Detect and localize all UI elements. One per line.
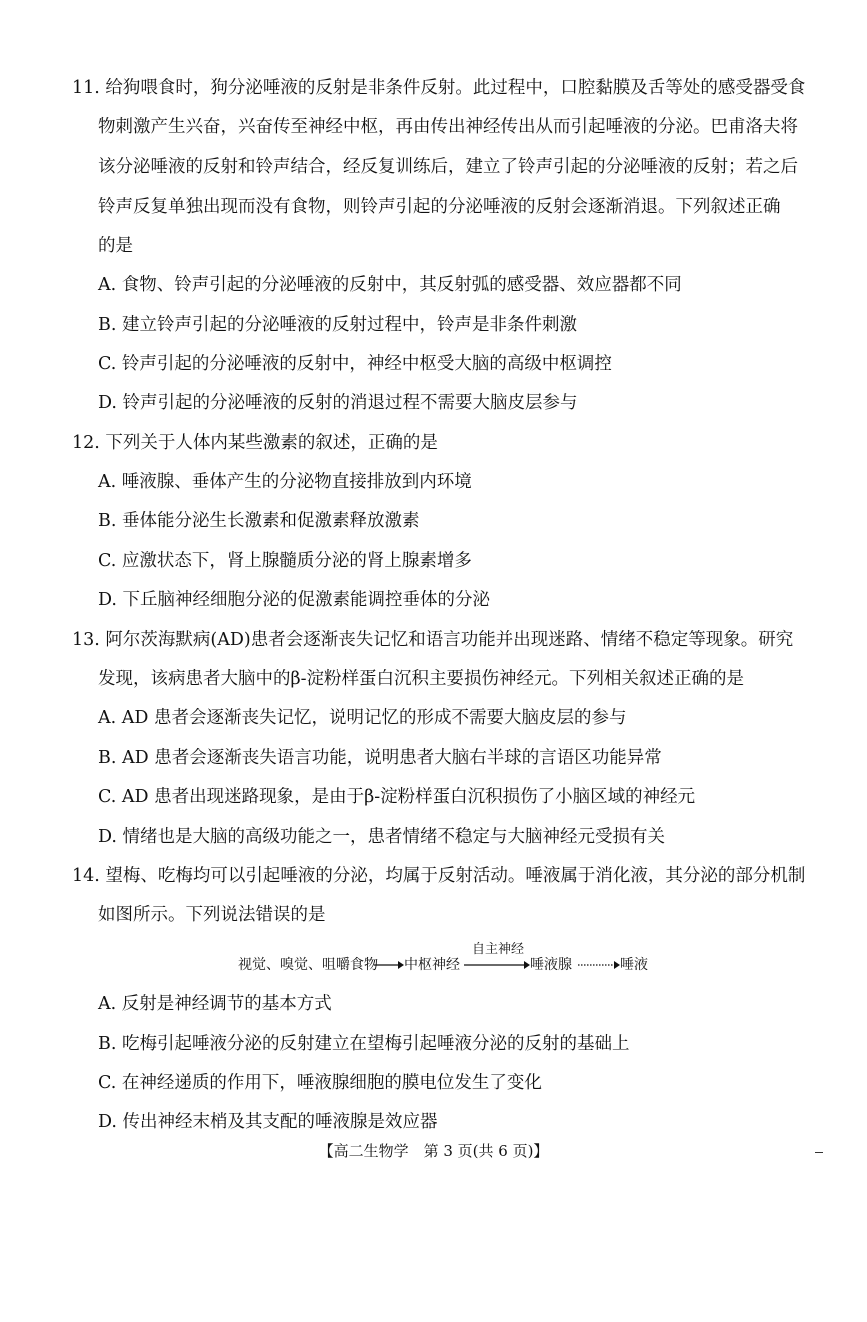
q11-option-b: B. 建立铃声引起的分泌唾液的反射过程中，铃声是非条件刺激 xyxy=(98,315,577,335)
diagram-stimulus: 视觉、嗅觉、咀嚼食物 xyxy=(238,957,378,973)
q11-line-1: 11. 给狗喂食时，狗分泌唾液的反射是非条件反射。此过程中，口腔黏膜及舌等处的感受器受食 xyxy=(72,78,806,98)
diagram-center: 中枢神经 xyxy=(404,957,460,973)
corner-mark xyxy=(815,1152,823,1153)
q13-option-d: D. 情绪也是大脑的高级功能之一，患者情绪不稳定与大脑神经元受损有关 xyxy=(98,827,666,847)
q13-option-c: C. AD 患者出现迷路现象，是由于β-淀粉样蛋白沉积损伤了小脑区域的神经元 xyxy=(98,787,696,807)
q14-option-b: B. 吃梅引起唾液分泌的反射建立在望梅引起唾液分泌的反射的基础上 xyxy=(98,1034,630,1054)
q14-option-d: D. 传出神经末梢及其支配的唾液腺是效应器 xyxy=(98,1112,438,1132)
q11-line-2: 物刺激产生兴奋，兴奋传至神经中枢，再由传出神经传出从而引起唾液的分泌。巴甫洛夫将 xyxy=(98,117,798,137)
q11-line-5: 的是 xyxy=(98,236,133,256)
q14-line-2: 如图所示。下列说法错误的是 xyxy=(98,905,326,925)
q12-option-c: C. 应激状态下，肾上腺髓质分泌的肾上腺素增多 xyxy=(98,551,472,571)
q12-option-d: D. 下丘脑神经细胞分泌的促激素能调控垂体的分泌 xyxy=(98,590,491,610)
diagram-nerve-label: 自主神经 xyxy=(472,942,525,957)
diagram-output: 唾液 xyxy=(620,957,648,973)
q13-option-a: A. AD 患者会逐渐丧失记忆，说明记忆的形成不需要大脑皮层的参与 xyxy=(98,708,627,728)
q13-line-2: 发现，该病患者大脑中的β-淀粉样蛋白沉积主要损伤神经元。下列相关叙述正确的是 xyxy=(98,669,745,689)
q12-option-a: A. 唾液腺、垂体产生的分泌物直接排放到内环境 xyxy=(98,472,472,492)
arrow-icon xyxy=(464,956,530,974)
q11-option-a: A. 食物、铃声引起的分泌唾液的反射中，其反射弧的感受器、效应器都不同 xyxy=(98,275,682,295)
q13-line-1: 13. 阿尔茨海默病(AD)患者会逐渐丧失记忆和语言功能并出现迷路、情绪不稳定等现象。研究 xyxy=(72,630,794,650)
q13-option-b: B. AD 患者会逐渐丧失语言功能，说明患者大脑右半球的言语区功能异常 xyxy=(98,748,662,768)
q14-line-1: 14. 望梅、吃梅均可以引起唾液的分泌，均属于反射活动。唾液属于消化液，其分泌的部分机制 xyxy=(72,866,806,886)
q14-option-a: A. 反射是神经调节的基本方式 xyxy=(98,994,332,1014)
q11-option-d: D. 铃声引起的分泌唾液的反射的消退过程不需要大脑皮层参与 xyxy=(98,393,578,413)
q11-line-3: 该分泌唾液的反射和铃声结合，经反复训练后，建立了铃声引起的分泌唾液的反射；若之后 xyxy=(98,157,798,177)
dotted-arrow-icon xyxy=(578,956,620,974)
diagram-gland: 唾液腺 xyxy=(530,957,572,973)
q12-option-b: B. 垂体能分泌生长激素和促激素释放激素 xyxy=(98,511,420,531)
q11-line-4: 铃声反复单独出现而没有食物，则铃声引起的分泌唾液的反射会逐渐消退。下列叙述正确 xyxy=(98,197,781,217)
q12-line-1: 12. 下列关于人体内某些激素的叙述，正确的是 xyxy=(72,433,438,453)
arrow-icon xyxy=(374,956,404,974)
q11-option-c: C. 铃声引起的分泌唾液的反射中，神经中枢受大脑的高级中枢调控 xyxy=(98,354,612,374)
page-footer: 【高二生物学 第 3 页(共 6 页)】 xyxy=(318,1142,549,1160)
q14-option-c: C. 在神经递质的作用下，唾液腺细胞的膜电位发生了变化 xyxy=(98,1073,542,1093)
saliva-mechanism-diagram xyxy=(238,942,658,978)
